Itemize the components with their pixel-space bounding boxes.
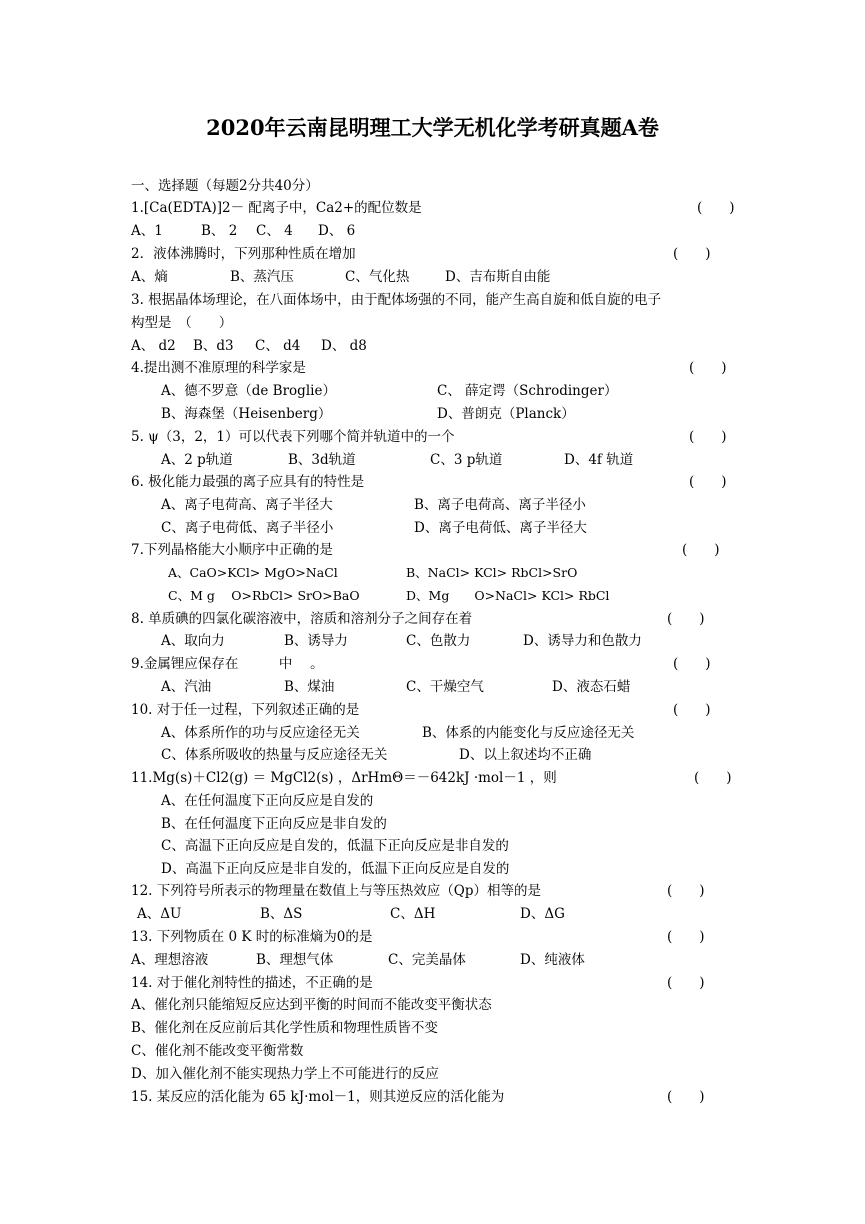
question-14-option-b: B、催化剂在反应前后其化学性质和物理性质皆不变 [131,1020,438,1036]
question-8-stem: 8. 单质碘的四氯化碳溶液中，溶质和溶剂分子之间存在着 [131,611,473,627]
question-6-option-b: B、离子电荷高、离子半径小 [414,497,586,513]
question-10-option-d: D、以上叙述均不正确 [459,747,592,763]
question-4-answer-blank: ( ) [689,360,727,376]
question-9-answer-blank: ( ) [673,656,711,672]
question-4-option-d: D、普朗克（Planck） [437,406,575,422]
question-10-option-c: C、体系所吸收的热量与反应途径无关 [161,747,388,763]
option: B、3d轨道 [288,452,356,468]
question-1-answer-blank: ( ) [697,200,735,216]
option: A、ΔU [137,906,182,922]
option: C、 4 [256,223,293,239]
question-12-stem: 12. 下列符号所表示的物理量在数值上与等压热效应（Qp）相等的是 [131,883,541,899]
option: D、纯液体 [520,952,585,968]
question-14-option-c: C、催化剂不能改变平衡常数 [131,1043,304,1059]
option: D、吉布斯自由能 [445,269,551,285]
question-4-option-a: A、德不罗意（de Broglie） [161,383,336,399]
question-10-answer-blank: ( ) [673,702,711,718]
section-heading: 一、选择题（每题2分共40分） [131,178,319,194]
option: B、煤油 [284,679,335,695]
option: B、诱导力 [284,633,348,649]
question-3-stem-line2: 构型是 （ ） [131,315,233,331]
question-11-option-a: A、在任何温度下正向反应是自发的 [161,793,374,809]
option: D、 d8 [321,338,367,354]
option: C、干燥空气 [406,679,484,695]
option: C、色散力 [406,633,471,649]
question-7-stem: 7.下列晶格能大小顺序中正确的是 [131,542,333,558]
question-14-option-a: A、催化剂只能缩短反应达到平衡的时间而不能改变平衡状态 [131,997,492,1013]
option: A、理想溶液 [131,952,209,968]
question-7-answer-blank: ( ) [682,542,720,558]
question-12-options [137,905,565,923]
option: A、取向力 [161,633,225,649]
question-5-options [161,451,633,469]
question-13-stem: 13. 下列物质在 0 K 时的标准熵为0的是 [131,929,373,945]
question-9-stem: 9.金属锂应保存在 中 。 [131,656,324,672]
question-7-option-d: D、Mg O>NaCl> KCl> RbCl [406,588,610,603]
page-title: 2020年云南昆明理工大学无机化学考研真题A卷 [206,115,659,140]
question-6-answer-blank: ( ) [689,474,727,490]
question-11-answer-blank: ( ) [694,770,732,786]
option: B、ΔS [260,906,303,922]
option: A、2 p轨道 [161,452,233,468]
question-14-answer-blank: ( ) [667,975,705,991]
question-6-option-c: C、离子电荷低、离子半径小 [161,520,334,536]
question-8-answer-blank: ( ) [667,611,705,627]
option: C、 d4 [255,338,301,354]
option: B、蒸汽压 [230,269,294,285]
question-14-stem: 14. 对于催化剂特性的描述，不正确的是 [131,975,373,991]
question-2-stem: 2．液体沸腾时，下列那种性质在增加 [131,246,356,262]
question-5-stem: 5. ψ（3，2，1）可以代表下列哪个简并轨道中的一个 [131,429,455,445]
question-6-stem: 6. 极化能力最强的离子应具有的特性是 [131,474,365,490]
option: D、ΔG [520,906,565,922]
option: D、 6 [318,223,356,239]
question-13-answer-blank: ( ) [667,929,705,945]
question-7-option-a: A、CaO>KCl> MgO>NaCl [168,565,338,580]
question-14-option-d: D、加入催化剂不能实现热力学上不可能进行的反应 [131,1066,439,1082]
option: D、诱导力和色散力 [523,633,642,649]
option: C、完美晶体 [388,952,466,968]
question-3-stem-line1: 3. 根据晶体场理论，在八面体场中，由于配体场强的不同，能产生高自旋和低自旋的电子 [131,292,662,308]
question-4-stem: 4.提出测不准原理的科学家是 [131,360,306,376]
option: B、理想气体 [256,952,334,968]
option: C、3 p轨道 [430,452,503,468]
option: C、ΔH [390,906,436,922]
question-11-stem: 11.Mg(s)＋Cl2(g) ＝ MgCl2(s) ，ΔrHmΘ＝－642kJ ·mol－1 ，则 [131,770,557,786]
question-10-option-a: A、体系所作的功与反应途径无关 [161,725,360,741]
question-6-option-a: A、离子电荷高、离子半径大 [161,497,333,513]
question-4-option-c: C、 薛定谔（Schrodinger） [437,383,618,399]
option: D、4f 轨道 [564,452,634,468]
question-2-answer-blank: ( ) [673,246,711,262]
option: D、液态石蜡 [552,679,631,695]
question-12-answer-blank: ( ) [667,883,705,899]
question-8-options [161,632,642,650]
question-7-option-b: B、NaCl> KCl> RbCl>SrO [406,565,578,580]
question-7-option-c: C、M g O>RbCl> SrO>BaO [168,588,360,603]
question-15-answer-blank: ( ) [667,1089,705,1105]
question-13-options [131,951,585,969]
question-1-stem: 1.[Ca(EDTA)]2－ 配离子中，Ca2+的配位数是 [131,200,422,216]
option: A、1 [131,223,163,239]
question-11-option-b: B、在任何温度下正向反应是非自发的 [161,816,387,832]
question-11-option-d: D、高温下正向反应是非自发的，低温下正向反应是自发的 [161,861,510,877]
question-10-stem: 10. 对于任一过程，下列叙述正确的是 [131,702,360,718]
option: A、熵 [131,269,168,285]
question-15-stem: 15. 某反应的活化能为 65 kJ·mol－1，则其逆反应的活化能为 [131,1089,505,1105]
question-11-option-c: C、高温下正向反应是自发的，低温下正向反应是非自发的 [161,838,509,854]
option: C、气化热 [345,269,410,285]
question-10-option-b: B、体系的内能变化与反应途径无关 [422,725,635,741]
option: B、d3 [193,338,234,354]
question-9-options [161,678,630,696]
question-5-answer-blank: ( ) [689,429,727,445]
option: A、 d2 [131,338,176,354]
question-4-option-b: B、海森堡（Heisenberg） [161,406,332,422]
question-1-options [131,222,355,240]
question-3-options [131,337,367,355]
option: B、 2 [201,223,238,239]
question-6-option-d: D、离子电荷低、离子半径大 [414,520,587,536]
option: A、汽油 [161,679,212,695]
question-2-options [131,268,550,286]
